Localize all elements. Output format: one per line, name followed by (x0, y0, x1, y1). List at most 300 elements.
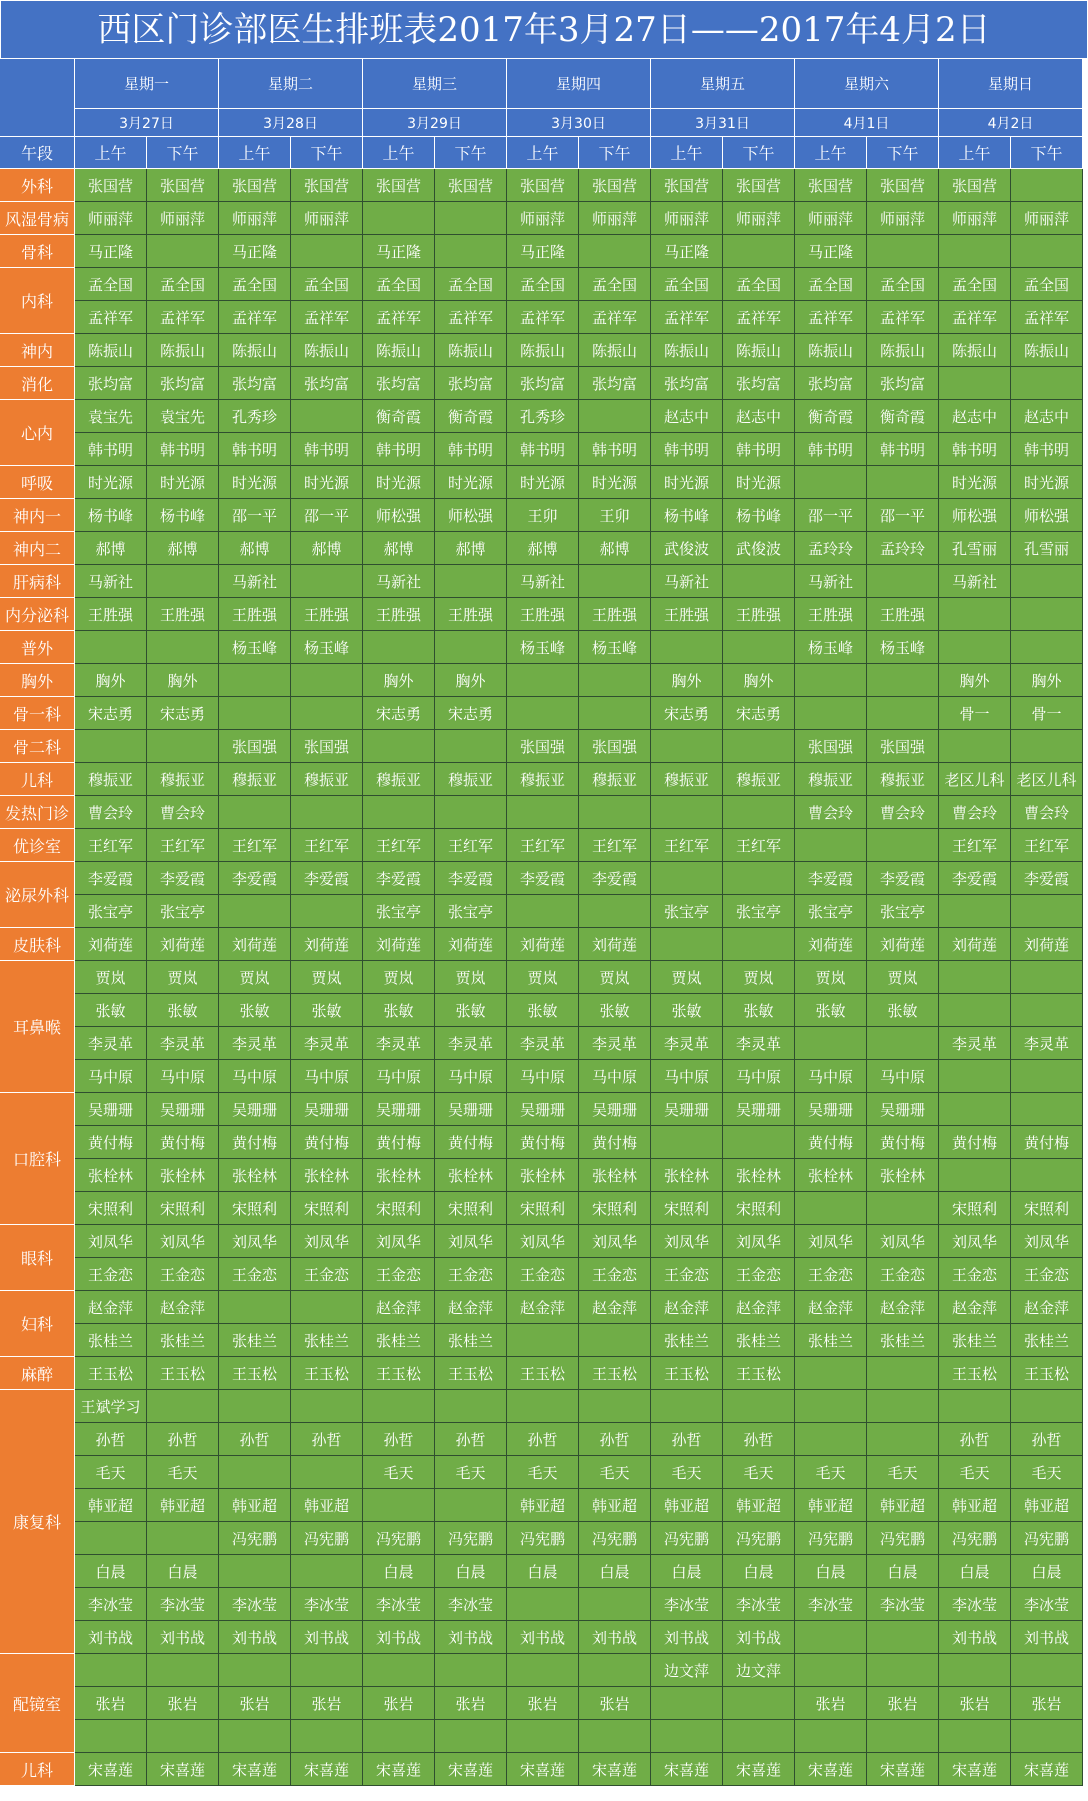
schedule-cell: 宋志勇 (651, 697, 723, 730)
schedule-cell (867, 1357, 939, 1390)
schedule-cell: 黄付梅 (795, 1126, 867, 1159)
schedule-cell: 王胜强 (795, 598, 867, 631)
schedule-cell (291, 565, 363, 598)
schedule-cell: 时光源 (435, 466, 507, 499)
schedule-cell: 王金恋 (723, 1258, 795, 1291)
schedule-cell: 张敏 (723, 994, 795, 1027)
schedule-cell (147, 1654, 219, 1687)
schedule-cell: 王胜强 (723, 598, 795, 631)
schedule-cell: 张宝亭 (795, 895, 867, 928)
schedule-cell: 刘凤华 (291, 1225, 363, 1258)
schedule-cell: 马新社 (219, 565, 291, 598)
schedule-cell: 刘凤华 (1011, 1225, 1083, 1258)
schedule-cell: 张宝亭 (435, 895, 507, 928)
schedule-cell: 袁宝先 (147, 400, 219, 433)
schedule-cell (651, 928, 723, 961)
schedule-cell: 李爱霞 (579, 862, 651, 895)
schedule-cell: 王红军 (291, 829, 363, 862)
schedule-cell: 宋志勇 (147, 697, 219, 730)
schedule-cell: 李爱霞 (435, 862, 507, 895)
schedule-cell: 马中原 (363, 1060, 435, 1093)
schedule-cell (435, 565, 507, 598)
schedule-cell: 师丽萍 (75, 202, 147, 235)
schedule-cell: 陈振山 (1011, 334, 1083, 367)
schedule-cell: 时光源 (651, 466, 723, 499)
schedule-cell: 李爱霞 (867, 862, 939, 895)
schedule-cell: 王玉松 (723, 1357, 795, 1390)
am-header: 上午 (939, 137, 1011, 169)
schedule-cell: 张国营 (507, 169, 579, 202)
schedule-cell: 张国强 (507, 730, 579, 763)
schedule-cell: 李冰莹 (291, 1588, 363, 1621)
schedule-cell: 李爱霞 (363, 862, 435, 895)
schedule-cell (867, 1621, 939, 1654)
schedule-cell (291, 1390, 363, 1423)
schedule-cell (723, 862, 795, 895)
schedule-cell: 陈振山 (867, 334, 939, 367)
pm-header: 下午 (723, 137, 795, 169)
schedule-cell: 王金恋 (363, 1258, 435, 1291)
schedule-cell: 张宝亭 (651, 895, 723, 928)
schedule-cell: 贾岚 (507, 961, 579, 994)
schedule-cell: 老区儿科 (939, 763, 1011, 796)
schedule-cell: 吴珊珊 (579, 1093, 651, 1126)
department-label: 发热门诊 (0, 796, 75, 829)
schedule-cell: 马中原 (219, 1060, 291, 1093)
department-label: 泌尿外科 (0, 862, 75, 928)
schedule-cell: 冯宪鹏 (219, 1522, 291, 1555)
schedule-cell: 王金恋 (291, 1258, 363, 1291)
schedule-cell: 黄付梅 (579, 1126, 651, 1159)
schedule-cell (723, 565, 795, 598)
date-header: 3月29日 (363, 109, 507, 137)
schedule-cell (579, 565, 651, 598)
schedule-cell: 张均富 (723, 367, 795, 400)
schedule-cell: 时光源 (723, 466, 795, 499)
schedule-cell: 张栓林 (219, 1159, 291, 1192)
schedule-cell: 张国营 (939, 169, 1011, 202)
sheet-title: 西区门诊部医生排班表2017年3月27日——2017年4月2日 (0, 0, 1088, 59)
am-header: 上午 (651, 137, 723, 169)
schedule-cell: 马新社 (939, 565, 1011, 598)
pm-header: 下午 (867, 137, 939, 169)
schedule-cell: 张桂兰 (651, 1324, 723, 1357)
schedule-cell: 王金恋 (651, 1258, 723, 1291)
schedule-cell: 黄付梅 (147, 1126, 219, 1159)
department-label: 骨一科 (0, 697, 75, 730)
schedule-cell: 郝博 (75, 532, 147, 565)
schedule-cell: 李灵革 (291, 1027, 363, 1060)
schedule-cell (579, 235, 651, 268)
schedule-cell: 黄付梅 (363, 1126, 435, 1159)
schedule-cell: 孟祥军 (291, 301, 363, 334)
schedule-cell: 刘书战 (651, 1621, 723, 1654)
schedule-cell: 师丽萍 (147, 202, 219, 235)
schedule-cell: 韩亚超 (867, 1489, 939, 1522)
schedule-cell: 孟全国 (795, 268, 867, 301)
schedule-cell: 赵金萍 (579, 1291, 651, 1324)
schedule-cell: 赵金萍 (1011, 1291, 1083, 1324)
schedule-cell (795, 466, 867, 499)
schedule-cell: 张宝亭 (867, 895, 939, 928)
schedule-cell: 张桂兰 (867, 1324, 939, 1357)
schedule-cell: 宋喜莲 (435, 1753, 507, 1786)
schedule-cell: 武俊波 (651, 532, 723, 565)
day-header: 星期六 (795, 59, 939, 109)
schedule-cell: 宋照利 (363, 1192, 435, 1225)
schedule-cell: 毛天 (651, 1456, 723, 1489)
schedule-cell (1011, 1720, 1083, 1753)
schedule-cell: 王红军 (507, 829, 579, 862)
schedule-cell: 李灵革 (147, 1027, 219, 1060)
schedule-cell: 马新社 (651, 565, 723, 598)
schedule-cell (435, 1489, 507, 1522)
schedule-cell: 李灵革 (651, 1027, 723, 1060)
schedule-cell: 张敏 (219, 994, 291, 1027)
schedule-cell: 衡奇霞 (867, 400, 939, 433)
schedule-cell: 李冰莹 (795, 1588, 867, 1621)
schedule-cell: 宋志勇 (723, 697, 795, 730)
schedule-cell: 胸外 (435, 664, 507, 697)
schedule-cell: 马正隆 (795, 235, 867, 268)
schedule-cell: 李爱霞 (507, 862, 579, 895)
schedule-cell: 韩亚超 (291, 1489, 363, 1522)
schedule-cell (219, 1654, 291, 1687)
schedule-cell: 冯宪鹏 (291, 1522, 363, 1555)
schedule-cell: 白晨 (651, 1555, 723, 1588)
schedule-cell: 张岩 (579, 1687, 651, 1720)
schedule-cell: 白晨 (867, 1555, 939, 1588)
schedule-cell: 宋志勇 (363, 697, 435, 730)
day-header: 星期日 (939, 59, 1083, 109)
schedule-cell: 韩亚超 (723, 1489, 795, 1522)
schedule-cell: 刘凤华 (75, 1225, 147, 1258)
schedule-cell: 张岩 (507, 1687, 579, 1720)
schedule-cell: 张均富 (507, 367, 579, 400)
schedule-cell: 孙哲 (1011, 1423, 1083, 1456)
schedule-cell: 孙哲 (939, 1423, 1011, 1456)
date-header: 4月1日 (795, 109, 939, 137)
schedule-cell (75, 730, 147, 763)
schedule-cell: 张国营 (147, 169, 219, 202)
schedule-cell: 吴珊珊 (723, 1093, 795, 1126)
schedule-cell: 刘凤华 (363, 1225, 435, 1258)
schedule-cell (291, 400, 363, 433)
department-label: 耳鼻喉 (0, 961, 75, 1093)
schedule-cell: 冯宪鹏 (651, 1522, 723, 1555)
schedule-cell: 张国营 (435, 169, 507, 202)
schedule-cell: 宋喜莲 (291, 1753, 363, 1786)
schedule-cell: 郝博 (219, 532, 291, 565)
schedule-cell: 穆振亚 (651, 763, 723, 796)
schedule-cell: 穆振亚 (795, 763, 867, 796)
schedule-cell: 李爱霞 (75, 862, 147, 895)
schedule-cell (1011, 565, 1083, 598)
schedule-cell (363, 1654, 435, 1687)
schedule-cell (795, 1027, 867, 1060)
schedule-cell: 时光源 (219, 466, 291, 499)
schedule-cell: 贾岚 (291, 961, 363, 994)
schedule-cell: 韩亚超 (939, 1489, 1011, 1522)
schedule-cell (651, 796, 723, 829)
schedule-cell: 王金恋 (579, 1258, 651, 1291)
schedule-cell: 韩亚超 (651, 1489, 723, 1522)
schedule-cell: 王卯 (507, 499, 579, 532)
department-label: 骨科 (0, 235, 75, 268)
schedule-cell: 李灵革 (939, 1027, 1011, 1060)
schedule-cell: 胸外 (1011, 664, 1083, 697)
schedule-cell (939, 1060, 1011, 1093)
schedule-cell (363, 796, 435, 829)
schedule-cell: 冯宪鹏 (1011, 1522, 1083, 1555)
schedule-cell: 李灵革 (507, 1027, 579, 1060)
schedule-cell: 马中原 (795, 1060, 867, 1093)
date-header: 3月30日 (507, 109, 651, 137)
schedule-cell: 吴珊珊 (291, 1093, 363, 1126)
department-label: 呼吸 (0, 466, 75, 499)
schedule-cell: 王金恋 (795, 1258, 867, 1291)
schedule-cell (507, 796, 579, 829)
schedule-cell (507, 664, 579, 697)
schedule-cell: 吴珊珊 (219, 1093, 291, 1126)
schedule-cell: 贾岚 (795, 961, 867, 994)
schedule-cell: 王胜强 (651, 598, 723, 631)
schedule-cell: 李冰莹 (867, 1588, 939, 1621)
schedule-cell (435, 235, 507, 268)
schedule-cell: 刘书战 (507, 1621, 579, 1654)
schedule-cell (147, 235, 219, 268)
schedule-cell: 张宝亭 (363, 895, 435, 928)
schedule-cell (579, 1588, 651, 1621)
schedule-cell: 孟全国 (939, 268, 1011, 301)
schedule-cell (147, 1522, 219, 1555)
schedule-cell: 韩书明 (795, 433, 867, 466)
schedule-cell: 孟祥军 (651, 301, 723, 334)
schedule-cell: 张国强 (867, 730, 939, 763)
schedule-cell (75, 1720, 147, 1753)
schedule-cell: 孟祥军 (795, 301, 867, 334)
schedule-cell: 冯宪鹏 (939, 1522, 1011, 1555)
department-label: 骨二科 (0, 730, 75, 763)
schedule-cell: 宋喜莲 (75, 1753, 147, 1786)
schedule-cell: 王金恋 (867, 1258, 939, 1291)
schedule-cell: 孟全国 (219, 268, 291, 301)
schedule-cell: 师松强 (1011, 499, 1083, 532)
schedule-cell: 李爱霞 (147, 862, 219, 895)
schedule-cell: 吴珊珊 (75, 1093, 147, 1126)
schedule-cell (75, 1654, 147, 1687)
schedule-cell: 刘荷莲 (795, 928, 867, 961)
schedule-cell: 李冰莹 (75, 1588, 147, 1621)
schedule-cell (579, 697, 651, 730)
schedule-cell: 韩书明 (939, 433, 1011, 466)
schedule-cell: 宋喜莲 (867, 1753, 939, 1786)
schedule-cell: 王胜强 (867, 598, 939, 631)
department-label: 麻醉 (0, 1357, 75, 1390)
schedule-cell: 骨一 (939, 697, 1011, 730)
schedule-cell: 马正隆 (219, 235, 291, 268)
schedule-cell (651, 862, 723, 895)
schedule-cell: 毛天 (579, 1456, 651, 1489)
schedule-cell: 张宝亭 (75, 895, 147, 928)
schedule-cell (1011, 730, 1083, 763)
schedule-cell: 白晨 (579, 1555, 651, 1588)
schedule-cell: 宋志勇 (435, 697, 507, 730)
schedule-cell: 曹会玲 (75, 796, 147, 829)
am-header: 上午 (219, 137, 291, 169)
schedule-cell: 时光源 (1011, 466, 1083, 499)
schedule-cell: 刘书战 (435, 1621, 507, 1654)
schedule-cell: 宋照利 (507, 1192, 579, 1225)
schedule-cell: 贾岚 (435, 961, 507, 994)
schedule-cell (219, 796, 291, 829)
schedule-cell (291, 1291, 363, 1324)
schedule-cell: 赵金萍 (795, 1291, 867, 1324)
schedule-cell: 李冰莹 (219, 1588, 291, 1621)
schedule-cell (723, 1687, 795, 1720)
department-label: 眼科 (0, 1225, 75, 1291)
schedule-cell: 曹会玲 (147, 796, 219, 829)
schedule-cell: 孟玲玲 (795, 532, 867, 565)
schedule-cell: 张桂兰 (147, 1324, 219, 1357)
schedule-cell: 吴珊珊 (507, 1093, 579, 1126)
schedule-cell: 吴珊珊 (363, 1093, 435, 1126)
schedule-cell (435, 730, 507, 763)
schedule-cell: 王金恋 (435, 1258, 507, 1291)
schedule-cell: 赵金萍 (723, 1291, 795, 1324)
schedule-cell (219, 895, 291, 928)
schedule-cell (1011, 961, 1083, 994)
schedule-cell: 王胜强 (291, 598, 363, 631)
schedule-cell: 刘荷莲 (1011, 928, 1083, 961)
schedule-cell: 李冰莹 (939, 1588, 1011, 1621)
schedule-cell: 赵金萍 (75, 1291, 147, 1324)
schedule-cell (651, 631, 723, 664)
schedule-cell: 黄付梅 (939, 1126, 1011, 1159)
schedule-cell: 刘凤华 (147, 1225, 219, 1258)
schedule-cell: 张岩 (219, 1687, 291, 1720)
schedule-cell (147, 1390, 219, 1423)
schedule-cell (291, 796, 363, 829)
schedule-cell: 宋照利 (75, 1192, 147, 1225)
schedule-cell (507, 1654, 579, 1687)
schedule-cell (939, 994, 1011, 1027)
schedule-cell: 孟祥军 (579, 301, 651, 334)
schedule-cell: 孟全国 (867, 268, 939, 301)
department-label: 消化 (0, 367, 75, 400)
schedule-cell: 刘荷莲 (75, 928, 147, 961)
schedule-cell: 孙哲 (291, 1423, 363, 1456)
schedule-cell: 马新社 (363, 565, 435, 598)
schedule-cell: 穆振亚 (507, 763, 579, 796)
schedule-cell: 白晨 (147, 1555, 219, 1588)
schedule-cell: 边文萍 (651, 1654, 723, 1687)
schedule-cell: 师丽萍 (219, 202, 291, 235)
schedule-cell: 韩亚超 (579, 1489, 651, 1522)
schedule-cell: 穆振亚 (219, 763, 291, 796)
schedule-cell: 张均富 (867, 367, 939, 400)
schedule-cell: 张国强 (795, 730, 867, 763)
schedule-cell (147, 565, 219, 598)
schedule-cell: 刘书战 (291, 1621, 363, 1654)
schedule-cell: 宋照利 (291, 1192, 363, 1225)
schedule-cell: 张敏 (435, 994, 507, 1027)
schedule-cell: 孟祥军 (219, 301, 291, 334)
schedule-cell: 张敏 (507, 994, 579, 1027)
schedule-cell: 张国营 (579, 169, 651, 202)
department-label: 儿科 (0, 763, 75, 796)
schedule-cell (867, 664, 939, 697)
schedule-cell: 时光源 (939, 466, 1011, 499)
schedule-cell: 刘荷莲 (291, 928, 363, 961)
schedule-cell: 马中原 (291, 1060, 363, 1093)
schedule-cell: 宋喜莲 (723, 1753, 795, 1786)
schedule-cell: 杨玉峰 (507, 631, 579, 664)
schedule-cell: 马中原 (867, 1060, 939, 1093)
schedule-cell (867, 1192, 939, 1225)
schedule-cell: 王玉松 (507, 1357, 579, 1390)
day-header: 星期四 (507, 59, 651, 109)
schedule-cell: 孟祥军 (147, 301, 219, 334)
schedule-cell: 孙哲 (435, 1423, 507, 1456)
schedule-cell (867, 1720, 939, 1753)
schedule-cell: 贾岚 (579, 961, 651, 994)
department-label: 康复科 (0, 1390, 75, 1654)
schedule-cell: 王红军 (1011, 829, 1083, 862)
schedule-cell: 刘荷莲 (363, 928, 435, 961)
department-label: 肝病科 (0, 565, 75, 598)
schedule-cell: 吴珊珊 (651, 1093, 723, 1126)
schedule-cell: 刘书战 (723, 1621, 795, 1654)
schedule-cell (795, 829, 867, 862)
schedule-cell (435, 796, 507, 829)
schedule-cell: 武俊波 (723, 532, 795, 565)
schedule-cell: 张岩 (1011, 1687, 1083, 1720)
schedule-cell: 韩书明 (435, 433, 507, 466)
schedule-cell: 时光源 (507, 466, 579, 499)
schedule-cell: 陈振山 (291, 334, 363, 367)
schedule-cell: 李灵革 (435, 1027, 507, 1060)
schedule-cell: 胸外 (363, 664, 435, 697)
schedule-cell: 张均富 (651, 367, 723, 400)
schedule-cell: 张敏 (75, 994, 147, 1027)
schedule-cell: 马正隆 (507, 235, 579, 268)
schedule-cell: 李爱霞 (795, 862, 867, 895)
schedule-cell: 杨玉峰 (291, 631, 363, 664)
schedule-cell: 毛天 (147, 1456, 219, 1489)
schedule-cell: 孟祥军 (507, 301, 579, 334)
schedule-cell: 张岩 (291, 1687, 363, 1720)
schedule-cell: 张国营 (867, 169, 939, 202)
schedule-cell: 宋照利 (579, 1192, 651, 1225)
schedule-cell: 张桂兰 (291, 1324, 363, 1357)
schedule-cell: 张国强 (291, 730, 363, 763)
am-header: 上午 (795, 137, 867, 169)
schedule-cell: 黄付梅 (219, 1126, 291, 1159)
schedule-cell: 韩书明 (579, 433, 651, 466)
schedule-cell (795, 1654, 867, 1687)
schedule-cell: 刘书战 (939, 1621, 1011, 1654)
schedule-cell (795, 1423, 867, 1456)
schedule-cell (291, 895, 363, 928)
schedule-cell: 张均富 (75, 367, 147, 400)
schedule-cell: 刘荷莲 (435, 928, 507, 961)
schedule-cell: 胸外 (147, 664, 219, 697)
schedule-cell: 张国营 (363, 169, 435, 202)
schedule-cell: 李爱霞 (939, 862, 1011, 895)
schedule-cell: 冯宪鹏 (363, 1522, 435, 1555)
schedule-cell: 刘凤华 (723, 1225, 795, 1258)
